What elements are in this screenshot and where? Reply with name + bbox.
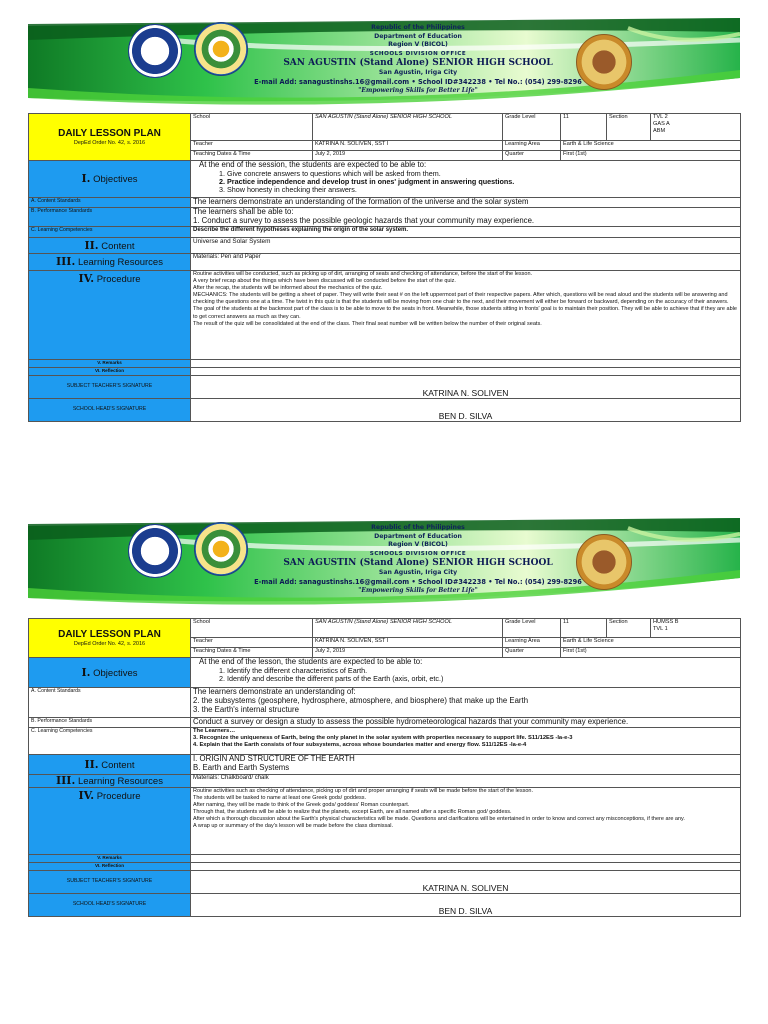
objectives-cell — [191, 658, 741, 688]
header-line-3: Region V (BICOL) — [388, 41, 448, 49]
procedure-paragraph: A very brief recap about the things which have been discussed will be conducted before the start of the quiz. — [193, 278, 456, 285]
teacher-label: Teacher — [191, 141, 313, 151]
content-label: Content — [101, 759, 135, 771]
teacher-label: Teacher — [191, 638, 313, 648]
lesson-plan-page-2 — [28, 518, 740, 917]
school-name: SAN AGUSTIN (Stand Alone) SENIOR HIGH SCHOOL — [283, 558, 553, 569]
content-standards-value — [191, 688, 741, 718]
competencies-value: Describe the different hypotheses explaining the origin of the solar system. — [191, 227, 741, 238]
resources-label: Learning Resources — [77, 257, 163, 268]
school-name: SAN AGUSTIN (Stand Alone) SENIOR HIGH SCHOOL — [283, 58, 553, 69]
teacher-value: KATRINA N. SOLIVEN, SST I — [313, 141, 503, 151]
procedure-label: Procedure — [96, 274, 141, 285]
section-line: TVL 1 — [653, 626, 668, 633]
school-value: SAN AGUSTIN (Stand Alone) SENIOR HIGH SCHOOL — [313, 619, 503, 638]
head-signature-label: SCHOOL HEAD'S SIGNATURE — [29, 399, 191, 422]
content-standards-line: 2. the subsystems (geosphere, hydrosphere, atmosphere, and biosphere) that make up the Earth — [193, 695, 529, 705]
content-line: I. ORIGIN AND STRUCTURE OF THE EARTH — [193, 754, 355, 763]
content-value — [191, 755, 741, 775]
header-line-1: Republic of the Philippines — [371, 24, 465, 31]
objective-item: 2. Identify and describe the different parts of the Earth (axis, orbit, etc.) — [227, 675, 738, 683]
school-value: SAN AGUSTIN (Stand Alone) SENIOR HIGH SCHOOL — [313, 114, 503, 141]
school-label: School — [191, 114, 313, 141]
section-line: ABM — [653, 128, 666, 135]
procedure-paragraph: After which a thorough discussion about the Earth's physical characteristics will be made. Questions and clarifications will be entertained in order to know and correct any misconceptions, if there are any. — [193, 816, 685, 823]
procedure-heading — [29, 271, 191, 360]
procedure-value — [191, 788, 741, 855]
objectives-heading — [29, 161, 191, 198]
dlp-title: DAILY LESSON PLAN — [58, 628, 161, 640]
quarter-label: Quarter — [503, 648, 561, 658]
section-line: TVL 2 — [653, 114, 668, 120]
content-line: B. Earth and Earth Systems — [193, 762, 290, 772]
competency-line: 3. Recognize the uniqueness of Earth, being the only planet in the solar system with properties necessary to support life. S11/12ES -Ia-e-3 — [193, 735, 573, 742]
procedure-paragraph: After the recap, the students will be informed about the mechanics of the quiz. — [193, 285, 383, 292]
objective-item: 3. Show honesty in checking their answers. — [227, 186, 738, 194]
header-line-4: SCHOOLS DIVISION OFFICE — [369, 50, 467, 57]
content-num: II. — [84, 757, 99, 771]
reflection-label: VI. Reflection — [29, 863, 191, 871]
header-line-3: Region V (BICOL) — [388, 541, 448, 549]
header-banner — [28, 518, 740, 608]
resources-num: III. — [56, 255, 76, 268]
header-line-4: SCHOOLS DIVISION OFFICE — [369, 550, 467, 557]
performance-standards-label: B. Performance Standards — [29, 718, 191, 728]
objectives-num: I. — [81, 172, 91, 185]
performance-line: 1. Conduct a survey to assess the possible geologic hazards that your community may experience. — [193, 215, 535, 225]
content-standards-label: A. Content Standards — [29, 688, 191, 718]
objectives-label: Objectives — [93, 174, 138, 185]
objectives-num: I. — [81, 665, 91, 679]
procedure-num: IV. — [78, 789, 95, 802]
procedure-heading — [29, 788, 191, 855]
performance-standards-value: Conduct a survey or design a study to assess the possible hydrometeorological hazards that your community may experience. — [191, 718, 741, 728]
procedure-paragraph: The students will be tasked to name at least one Greek gods/ goddess. — [193, 795, 367, 802]
lesson-plan-page-1 — [28, 18, 740, 422]
content-num: II. — [84, 238, 99, 252]
procedure-num: IV. — [78, 272, 95, 285]
objectives-intro: At the end of the session, the students are expected to be able to: — [199, 160, 427, 169]
content-value: Universe and Solar System — [191, 238, 741, 254]
quarter-label: Quarter — [503, 151, 561, 161]
dlp-title: DAILY LESSON PLAN — [58, 127, 161, 139]
dates-value: July 2, 2019 — [313, 151, 503, 161]
header-line-2: Department of Education — [374, 32, 462, 40]
dates-label: Teaching Dates & Time — [191, 151, 313, 161]
area-label: Learning Area — [503, 638, 561, 648]
header-banner — [28, 18, 740, 108]
competencies-label: C. Learning Competencies — [29, 227, 191, 238]
content-heading — [29, 238, 191, 254]
resources-label: Learning Resources — [77, 776, 163, 787]
grade-label: Grade Level — [503, 114, 561, 141]
school-contact: E-mail Add: sanagustinshs.16@gmail.com • School ID#342238 • Tel No.: (054) 299-8296 — [254, 77, 582, 86]
content-label: Content — [101, 240, 135, 252]
school-motto: "Empowering Skills for Better Life" — [358, 86, 478, 94]
resources-heading — [29, 775, 191, 788]
performance-line: The learners shall be able to: — [193, 207, 294, 216]
section-value — [651, 114, 741, 141]
section-line: GAS A — [653, 121, 670, 128]
objectives-cell — [191, 161, 741, 198]
grade-value: 11 — [561, 619, 607, 638]
procedure-paragraph: A wrap up or summary of the day's lesson will be made before the class dismissal. — [193, 823, 394, 830]
resources-value: Materials: Pen and Paper — [191, 254, 741, 271]
deped-seal-icon — [128, 24, 182, 78]
content-standards-value: The learners demonstrate an understanding of the formation of the universe and the solar system — [191, 198, 741, 208]
competencies-value — [191, 728, 741, 755]
area-value: Earth & Life Science — [561, 141, 741, 151]
grade-label: Grade Level — [503, 619, 561, 638]
deped-order: DepEd Order No. 42, s. 2016 — [73, 640, 146, 647]
quarter-value: First (1st) — [561, 151, 741, 161]
procedure-paragraph: Routine activities will be conducted, such as picking up of dirt, arranging of seats and checking of attendance, before the start of the lesson. — [193, 271, 533, 277]
section-line: HUMSS B — [653, 619, 679, 625]
content-standards-line: The learners demonstrate an understanding of: — [193, 687, 356, 696]
remarks-label: V. Remarks — [29, 360, 191, 368]
content-standards-line: 3. the Earth's internal structure — [193, 704, 299, 714]
procedure-paragraph: Routine activities such as checking of attendance, picking up of dirt and proper arranging if seats will be made before the start of the lesson. — [193, 788, 533, 794]
quarter-value: First (1st) — [561, 648, 741, 658]
competency-line: The Learners… — [193, 728, 236, 734]
objective-item: 2. Practice independence and develop trust in ones' judgment in answering questions. — [227, 178, 738, 186]
procedure-value — [191, 271, 741, 360]
head-signature-name: BEN D. SILVA — [191, 399, 741, 422]
resources-heading — [29, 254, 191, 271]
area-label: Learning Area — [503, 141, 561, 151]
objectives-intro: At the end of the lesson, the students are expected to be able to: — [199, 657, 423, 666]
objectives-heading — [29, 658, 191, 688]
procedure-paragraph: MECHANICS: The students will be getting a sheet of paper. They will write their seat # on the left uppermost part of their respective papers. After which, questions will be read aloud and the students will be answering and checking the questions one at a time. The twist in this quiz is that the students will be moving from one chair to the next, and their movement will either be forward or backward, depending on the accuracy of their answers. The goal of the students at the backmost part of the class is to be able to move to the seats in front. Meanwhile, those students sitting in fronts' goal is to maintain their position. They will be able to achieve that if they are able to get correct answers as much as they can. — [193, 292, 737, 320]
resources-value: Materials: Chalkboard/ chalk — [191, 775, 741, 788]
section-value — [651, 619, 741, 638]
next-page-banner-edge — [28, 1018, 740, 1024]
dlp-title-cell — [29, 619, 191, 658]
header-line-2: Department of Education — [374, 532, 462, 540]
section-label: Section — [607, 114, 651, 141]
competencies-label: C. Learning Competencies — [29, 728, 191, 755]
teacher-signature-label: SUBJECT TEACHER'S SIGNATURE — [29, 376, 191, 399]
procedure-label: Procedure — [96, 791, 141, 802]
school-label: School — [191, 619, 313, 638]
deped-order: DepEd Order No. 42, s. 2016 — [73, 139, 146, 146]
objective-item: 1. Give concrete answers to questions which will be asked from them. — [227, 170, 738, 178]
dates-label: Teaching Dates & Time — [191, 648, 313, 658]
school-contact: E-mail Add: sanagustinshs.16@gmail.com • School ID#342238 • Tel No.: (054) 299-8296 — [254, 577, 582, 586]
content-standards-label: A. Content Standards — [29, 198, 191, 208]
reflection-label: VI. Reflection — [29, 368, 191, 376]
head-signature-label: SCHOOL HEAD'S SIGNATURE — [29, 894, 191, 917]
lesson-plan-table — [28, 618, 741, 917]
header-line-1: Republic of the Philippines — [371, 524, 465, 531]
deped-seal-icon — [128, 524, 182, 578]
area-value: Earth & Life Science — [561, 638, 741, 648]
dlp-title-cell — [29, 114, 191, 161]
section-label: Section — [607, 619, 651, 638]
teacher-signature-name: KATRINA N. SOLIVEN — [191, 376, 741, 399]
content-heading — [29, 755, 191, 775]
objectives-list — [193, 667, 738, 683]
teacher-signature-name: KATRINA N. SOLIVEN — [191, 871, 741, 894]
performance-standards-value — [191, 208, 741, 227]
remarks-label: V. Remarks — [29, 855, 191, 863]
reflection-value[interactable] — [191, 368, 741, 376]
objective-item: 1. Identify the different characteristics of Earth. — [227, 667, 738, 675]
procedure-paragraph: After naming, they will be made to think of the Greek gods/ goddess' Roman counterpart. — [193, 802, 410, 809]
objectives-label: Objectives — [93, 667, 138, 679]
head-signature-name: BEN D. SILVA — [191, 894, 741, 917]
lesson-plan-table — [28, 113, 741, 422]
school-address: San Agustin, Iriga City — [378, 569, 458, 577]
school-motto: "Empowering Skills for Better Life" — [358, 586, 478, 594]
resources-num: III. — [56, 774, 76, 787]
objectives-list — [193, 170, 738, 195]
dates-value: July 2, 2019 — [313, 648, 503, 658]
remarks-value[interactable] — [191, 855, 741, 863]
header-text — [198, 24, 638, 95]
procedure-paragraph: Through that, the students will be able to realize that the planets, except Earth, are all named after a specific Roman god/ goddess. — [193, 809, 512, 816]
teacher-signature-label: SUBJECT TEACHER'S SIGNATURE — [29, 871, 191, 894]
performance-standards-label: B. Performance Standards — [29, 208, 191, 227]
remarks-value[interactable] — [191, 360, 741, 368]
header-text — [198, 524, 638, 595]
school-address: San Agustin, Iriga City — [378, 69, 458, 77]
reflection-value[interactable] — [191, 863, 741, 871]
competency-line: 4. Explain that the Earth consists of four subsystems, across whose boundaries matter and energy flow. S11/12ES -Ia-e-4 — [193, 742, 527, 749]
teacher-value: KATRINA N. SOLIVEN, SST I — [313, 638, 503, 648]
grade-value: 11 — [561, 114, 607, 141]
procedure-paragraph: The result of the quiz will be consolidated at the end of the class. Their final seat number will be written below the number of their original seats. — [193, 320, 542, 327]
